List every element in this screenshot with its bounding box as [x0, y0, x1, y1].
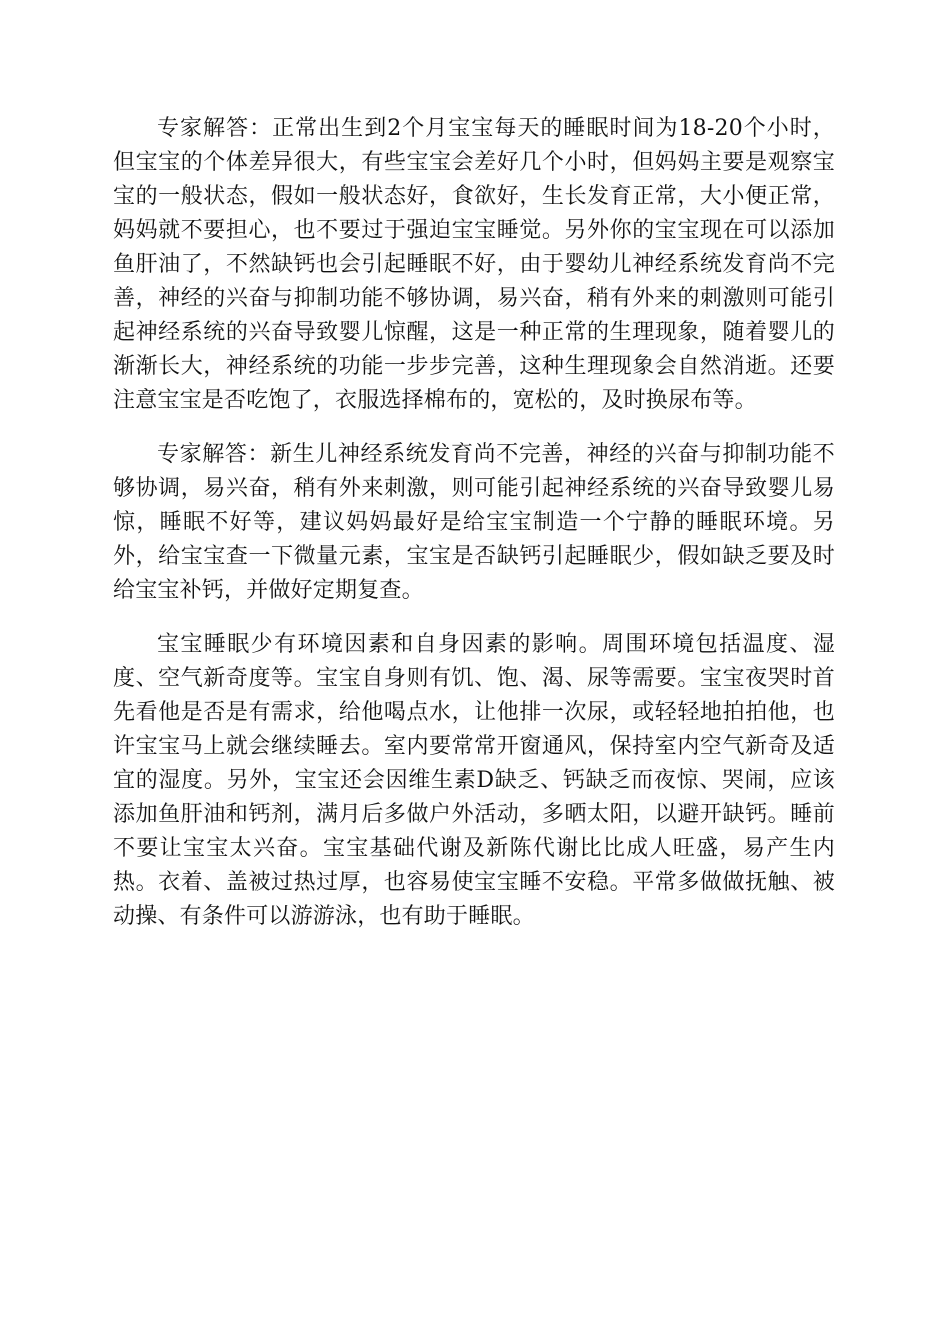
- paragraph-1: 专家解答：正常出生到2个月宝宝每天的睡眠时间为18-20个小时，但宝宝的个体差异很大，有些宝宝会差好几个小时，但妈妈主要是观察宝宝的一般状态，假如一般状态好，食欲好，生长发育正常，大小便正常，妈妈就不要担心，也不要过于强迫宝宝睡觉。另外你的宝宝现在可以添加鱼肝油了，不然缺钙也会引起睡眠不好，由于婴幼儿神经系统发育尚不完善，神经的兴奋与抑制功能不够协调，易兴奋，稍有外来的刺激则可能引起神经系统的兴奋导致婴儿惊醒，这是一种正常的生理现象，随着婴儿的渐渐长大，神经系统的功能一步步完善，这种生理现象会自然消逝。还要注意宝宝是否吃饱了，衣服选择棉布的，宽松的，及时换尿布等。: [113, 116, 835, 413]
- paragraph-2: 专家解答：新生儿神经系统发育尚不完善，神经的兴奋与抑制功能不够协调，易兴奋，稍有外来刺激，则可能引起神经系统的兴奋导致婴儿易惊，睡眠不好等，建议妈妈最好是给宝宝制造一个宁静的睡眠环境。另外，给宝宝查一下微量元素，宝宝是否缺钙引起睡眠少，假如缺乏要及时给宝宝补钙，并做好定期复查。: [113, 442, 835, 603]
- document-body: [113, 112, 835, 954]
- paragraph-3: 宝宝睡眠少有环境因素和自身因素的影响。周围环境包括温度、湿度、空气新奇度等。宝宝自身则有饥、饱、渴、尿等需要。宝宝夜哭时首先看他是否是有需求，给他喝点水，让他排一次尿，或轻轻地拍拍他，也许宝宝马上就会继续睡去。室内要常常开窗通风，保持室内空气新奇及适宜的湿度。另外，宝宝还会因维生素D缺乏、钙缺乏而夜惊、哭闹，应该添加鱼肝油和钙剂，满月后多做户外活动，多晒太阳，以避开缺钙。睡前不要让宝宝太兴奋。宝宝基础代谢及新陈代谢比比成人旺盛，易产生内热。衣着、盖被过热过厚，也容易使宝宝睡不安稳。平常多做做抚触、被动操、有条件可以游游泳，也有助于睡眠。: [113, 632, 835, 929]
